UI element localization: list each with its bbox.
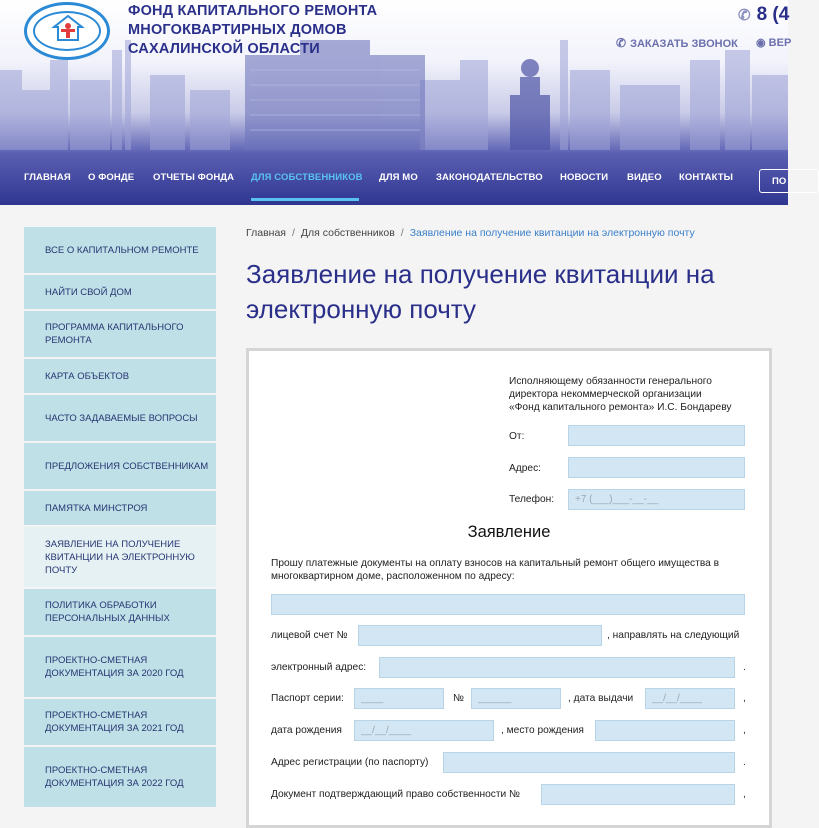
org-name-line2: МНОГОКВАРТИРНЫХ ДОМОВ [128,22,347,38]
organization-name [128,2,428,59]
sidebar-item-map[interactable]: КАРТА ОБЪЕКТОВ [24,359,216,395]
registration-label: Адрес регистрации (по паспорту) [271,757,429,768]
fund-logo[interactable] [24,2,110,60]
logo-house-icon [53,15,83,41]
nav-for-owners[interactable]: ДЛЯ СОБСТВЕННИКОВ [251,172,363,183]
nav-legislation[interactable]: ЗАКОНОДАТЕЛЬСТВО [436,172,543,183]
org-name-line1: ФОНД КАПИТАЛЬНОГО РЕМОНТА [128,3,378,19]
nav-action-button[interactable]: ПО [759,169,819,193]
issue-date-input[interactable] [645,688,735,709]
sidebar-item-docs-2021[interactable]: ПРОЕКТНО-СМЕТНАЯ ДОКУМЕНТАЦИЯ ЗА 2021 ГОД [24,699,216,747]
email-end-dot: . [743,662,746,673]
birth-place-label: , место рождения [501,725,584,736]
breadcrumb [246,227,695,239]
form-heading: Заявление [467,523,551,541]
breadcrumb-separator: / [291,227,295,239]
sidebar-item-program[interactable]: ПРОГРАММА КАПИТАЛЬНОГО РЕМОНТА [24,311,216,359]
passport-end-comma: , [743,693,746,704]
request-line1: Прошу платежные документы на оплату взносов на капитальный ремонт общего имущества в [271,558,720,569]
phone-input[interactable] [568,489,745,510]
page-title: Заявление на получение квитанции на электронную почту [246,259,715,324]
address-label: Адрес: [509,463,541,474]
nav-reports[interactable]: ОТЧЕТЫ ФОНДА [153,172,235,183]
registration-end-dot: . [743,757,746,768]
nav-about[interactable]: О ФОНДЕ [88,172,135,183]
registration-address-input[interactable] [443,752,735,773]
sidebar-menu [24,227,216,809]
from-input[interactable] [568,425,745,446]
nav-video[interactable]: ВИДЕО [627,172,662,183]
addressee-line1: Исполняющему обязанности генерального [509,376,712,387]
send-label: , направлять на следующий [607,630,740,641]
birth-date-input[interactable] [354,720,494,741]
ownership-doc-input[interactable] [541,784,735,805]
breadcrumb-separator: / [400,227,404,239]
nav-for-mo[interactable]: ДЛЯ МО [379,172,418,183]
callback-link[interactable] [616,36,738,50]
addressee-line3: «Фонд капитального ремонта» И.С. Бондареву [509,402,732,413]
passport-series-label: Паспорт серии: [271,693,344,704]
phone-label: Телефон: [509,494,555,505]
email-input[interactable] [379,657,735,678]
passport-series-input[interactable] [354,688,444,709]
account-label: лицевой счет № [271,630,348,641]
breadcrumb-current: Заявление на получение квитанции на электронную почту [409,227,695,239]
main-nav [0,172,788,192]
vision-label: ВЕР [768,37,792,49]
sidebar-item-email-receipt[interactable]: ЗАЯВЛЕНИЕ НА ПОЛУЧЕНИЕ КВИТАНЦИИ НА ЭЛЕКТРОННУЮ ПОЧТУ [24,527,216,589]
passport-number-label: № [453,693,464,704]
addressee-line2: директора некоммерческой организации [509,389,702,400]
passport-number-input[interactable] [471,688,561,709]
sidebar-item-about-repair[interactable]: ВСЕ О КАПИТАЛЬНОМ РЕМОНТЕ [24,227,216,275]
sidebar-item-privacy[interactable]: ПОЛИТИКА ОБРАБОТКИ ПЕРСОНАЛЬНЫХ ДАННЫХ [24,589,216,637]
nav-news[interactable]: НОВОСТИ [560,172,609,183]
phone-number: 8 (4 [756,4,790,25]
from-label: От: [509,431,525,442]
phone-small-icon: ✆ [616,36,627,50]
nav-contacts[interactable]: КОНТАКТЫ [679,172,734,183]
sidebar-item-memo[interactable]: ПАМЯТКА МИНСТРОЯ [24,491,216,527]
address-input[interactable] [568,457,745,478]
sidebar-item-find-house[interactable]: НАЙТИ СВОЙ ДОМ [24,275,216,311]
eye-icon: ◉ [756,37,766,49]
sidebar-item-faq[interactable]: ЧАСТО ЗАДАВАЕМЫЕ ВОПРОСЫ [24,395,216,443]
vision-impaired-link[interactable] [756,36,791,49]
sidebar-item-proposals[interactable]: ПРЕДЛОЖЕНИЯ СОБСТВЕННИКАМ [24,443,216,491]
application-form [246,348,772,828]
email-label: электронный адрес: [271,662,367,673]
org-name-line3: САХАЛИНСКОЙ ОБЛАСТИ [128,41,320,57]
account-number-input[interactable] [358,625,602,646]
phone-icon: ✆ [738,7,751,24]
header-phone[interactable] [738,4,789,26]
sidebar-item-docs-2022[interactable]: ПРОЕКТНО-СМЕТНАЯ ДОКУМЕНТАЦИЯ ЗА 2022 ГОД [24,747,216,809]
ownership-doc-label: Документ подтверждающий право собственности № [271,789,520,800]
request-line2: многоквартирном доме, расположенном по адресу: [271,571,515,582]
breadcrumb-home[interactable]: Главная [246,227,286,239]
birth-date-label: дата рождения [271,725,342,736]
issue-date-label: , дата выдачи [568,693,634,704]
birth-place-input[interactable] [595,720,735,741]
birth-end-comma: , [743,725,746,736]
nav-active-underline [251,198,359,201]
breadcrumb-section[interactable]: Для собственников [300,227,395,239]
site-header [0,0,792,205]
nav-home[interactable]: ГЛАВНАЯ [24,172,71,183]
property-address-input[interactable] [271,594,745,615]
callback-label: ЗАКАЗАТЬ ЗВОНОК [630,38,738,50]
ownership-end-comma: , [743,789,746,800]
sidebar-item-docs-2020[interactable]: ПРОЕКТНО-СМЕТНАЯ ДОКУМЕНТАЦИЯ ЗА 2020 ГОД [24,637,216,699]
